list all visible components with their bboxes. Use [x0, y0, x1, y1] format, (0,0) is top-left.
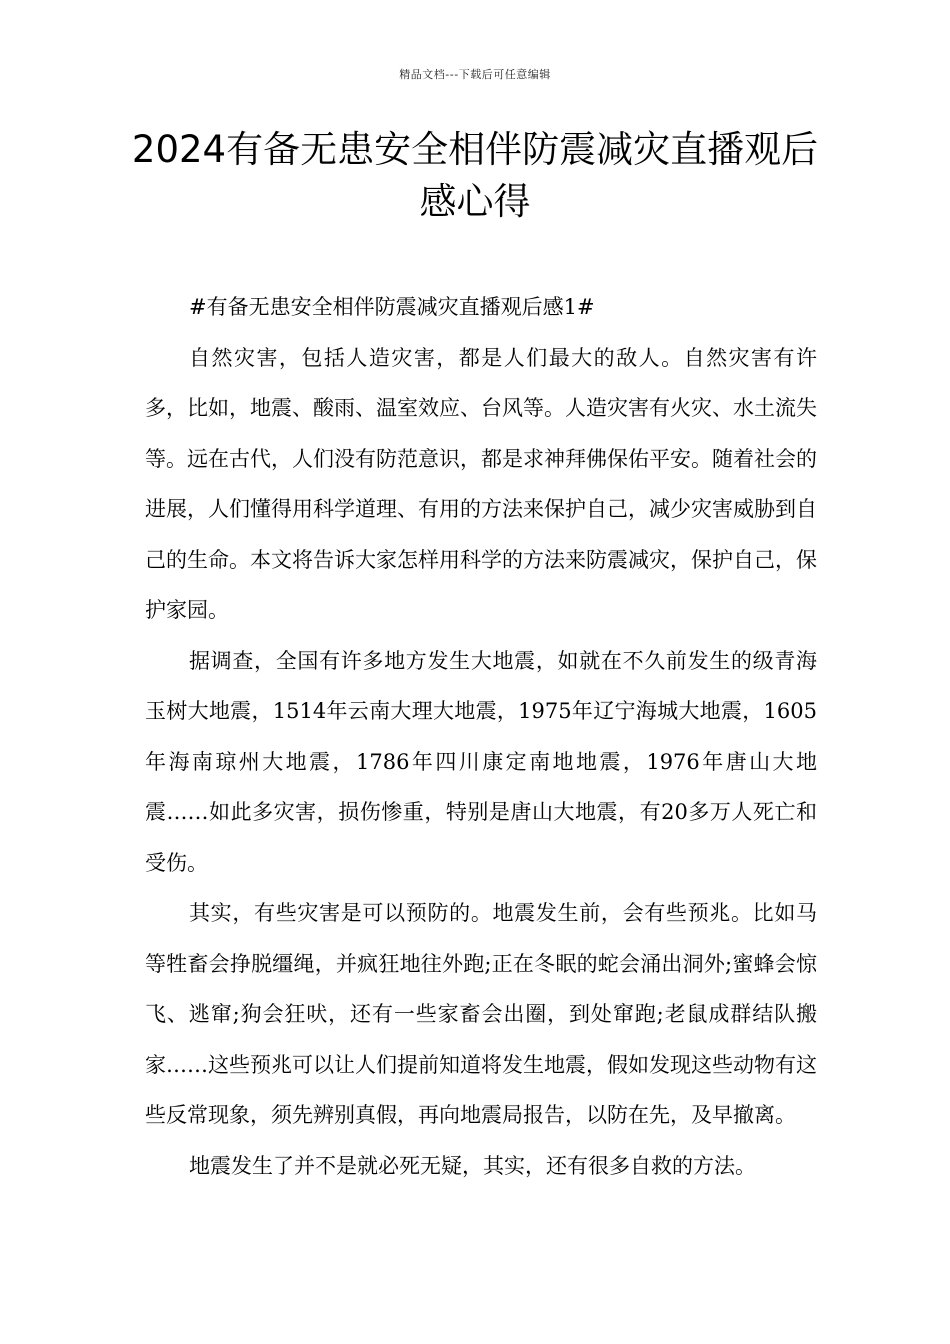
document-title: 2024有备无患安全相伴防震减灾直播观后感心得	[131, 128, 819, 223]
document-body	[145, 282, 817, 1191]
paragraph: 地震发生了并不是就必死无疑，其实，还有很多自救的方法。	[189, 1153, 756, 1178]
paragraph: 其实，有些灾害是可以预防的。地震发生前，会有些预兆。比如马等牲畜会挣脱缰绳，并疯狂地往外跑;正在冬眠的蛇会涌出洞外;蜜蜂会惊飞、逃窜;狗会狂吠，还有一些家畜会出圈，到处窜跑;老鼠成群结队搬家……这些预兆可以让人们提前知道将发生地震，假如发现这些动物有这些反常现象，须先辨别真假，再向地震局报告，以防在先，及早撤离。	[145, 901, 817, 1127]
section-subheading: #有备无患安全相伴防震减灾直播观后感1#	[189, 295, 595, 319]
paragraph: 据调查，全国有许多地方发生大地震，如就在不久前发生的级青海玉树大地震，1514年云南大理大地震，1975年辽宁海城大地震，1605年海南琼州大地震，1786年四川康定南地地震，1976年唐山大地震……如此多灾害，损伤惨重，特别是唐山大地震，有20多万人死亡和受伤。	[145, 648, 817, 875]
paragraph: 自然灾害，包括人造灾害，都是人们最大的敌人。自然灾害有许多，比如，地震、酸雨、温室效应、台风等。人造灾害有火灾、水土流失等。远在古代，人们没有防范意识，都是求神拜佛保佑平安。随着社会的进展，人们懂得用科学道理、有用的方法来保护自己，减少灾害威胁到自己的生命。本文将告诉大家怎样用科学的方法来防震减灾，保护自己，保护家园。	[145, 345, 817, 622]
header-note: 精品文档---下载后可任意编辑	[399, 68, 551, 81]
